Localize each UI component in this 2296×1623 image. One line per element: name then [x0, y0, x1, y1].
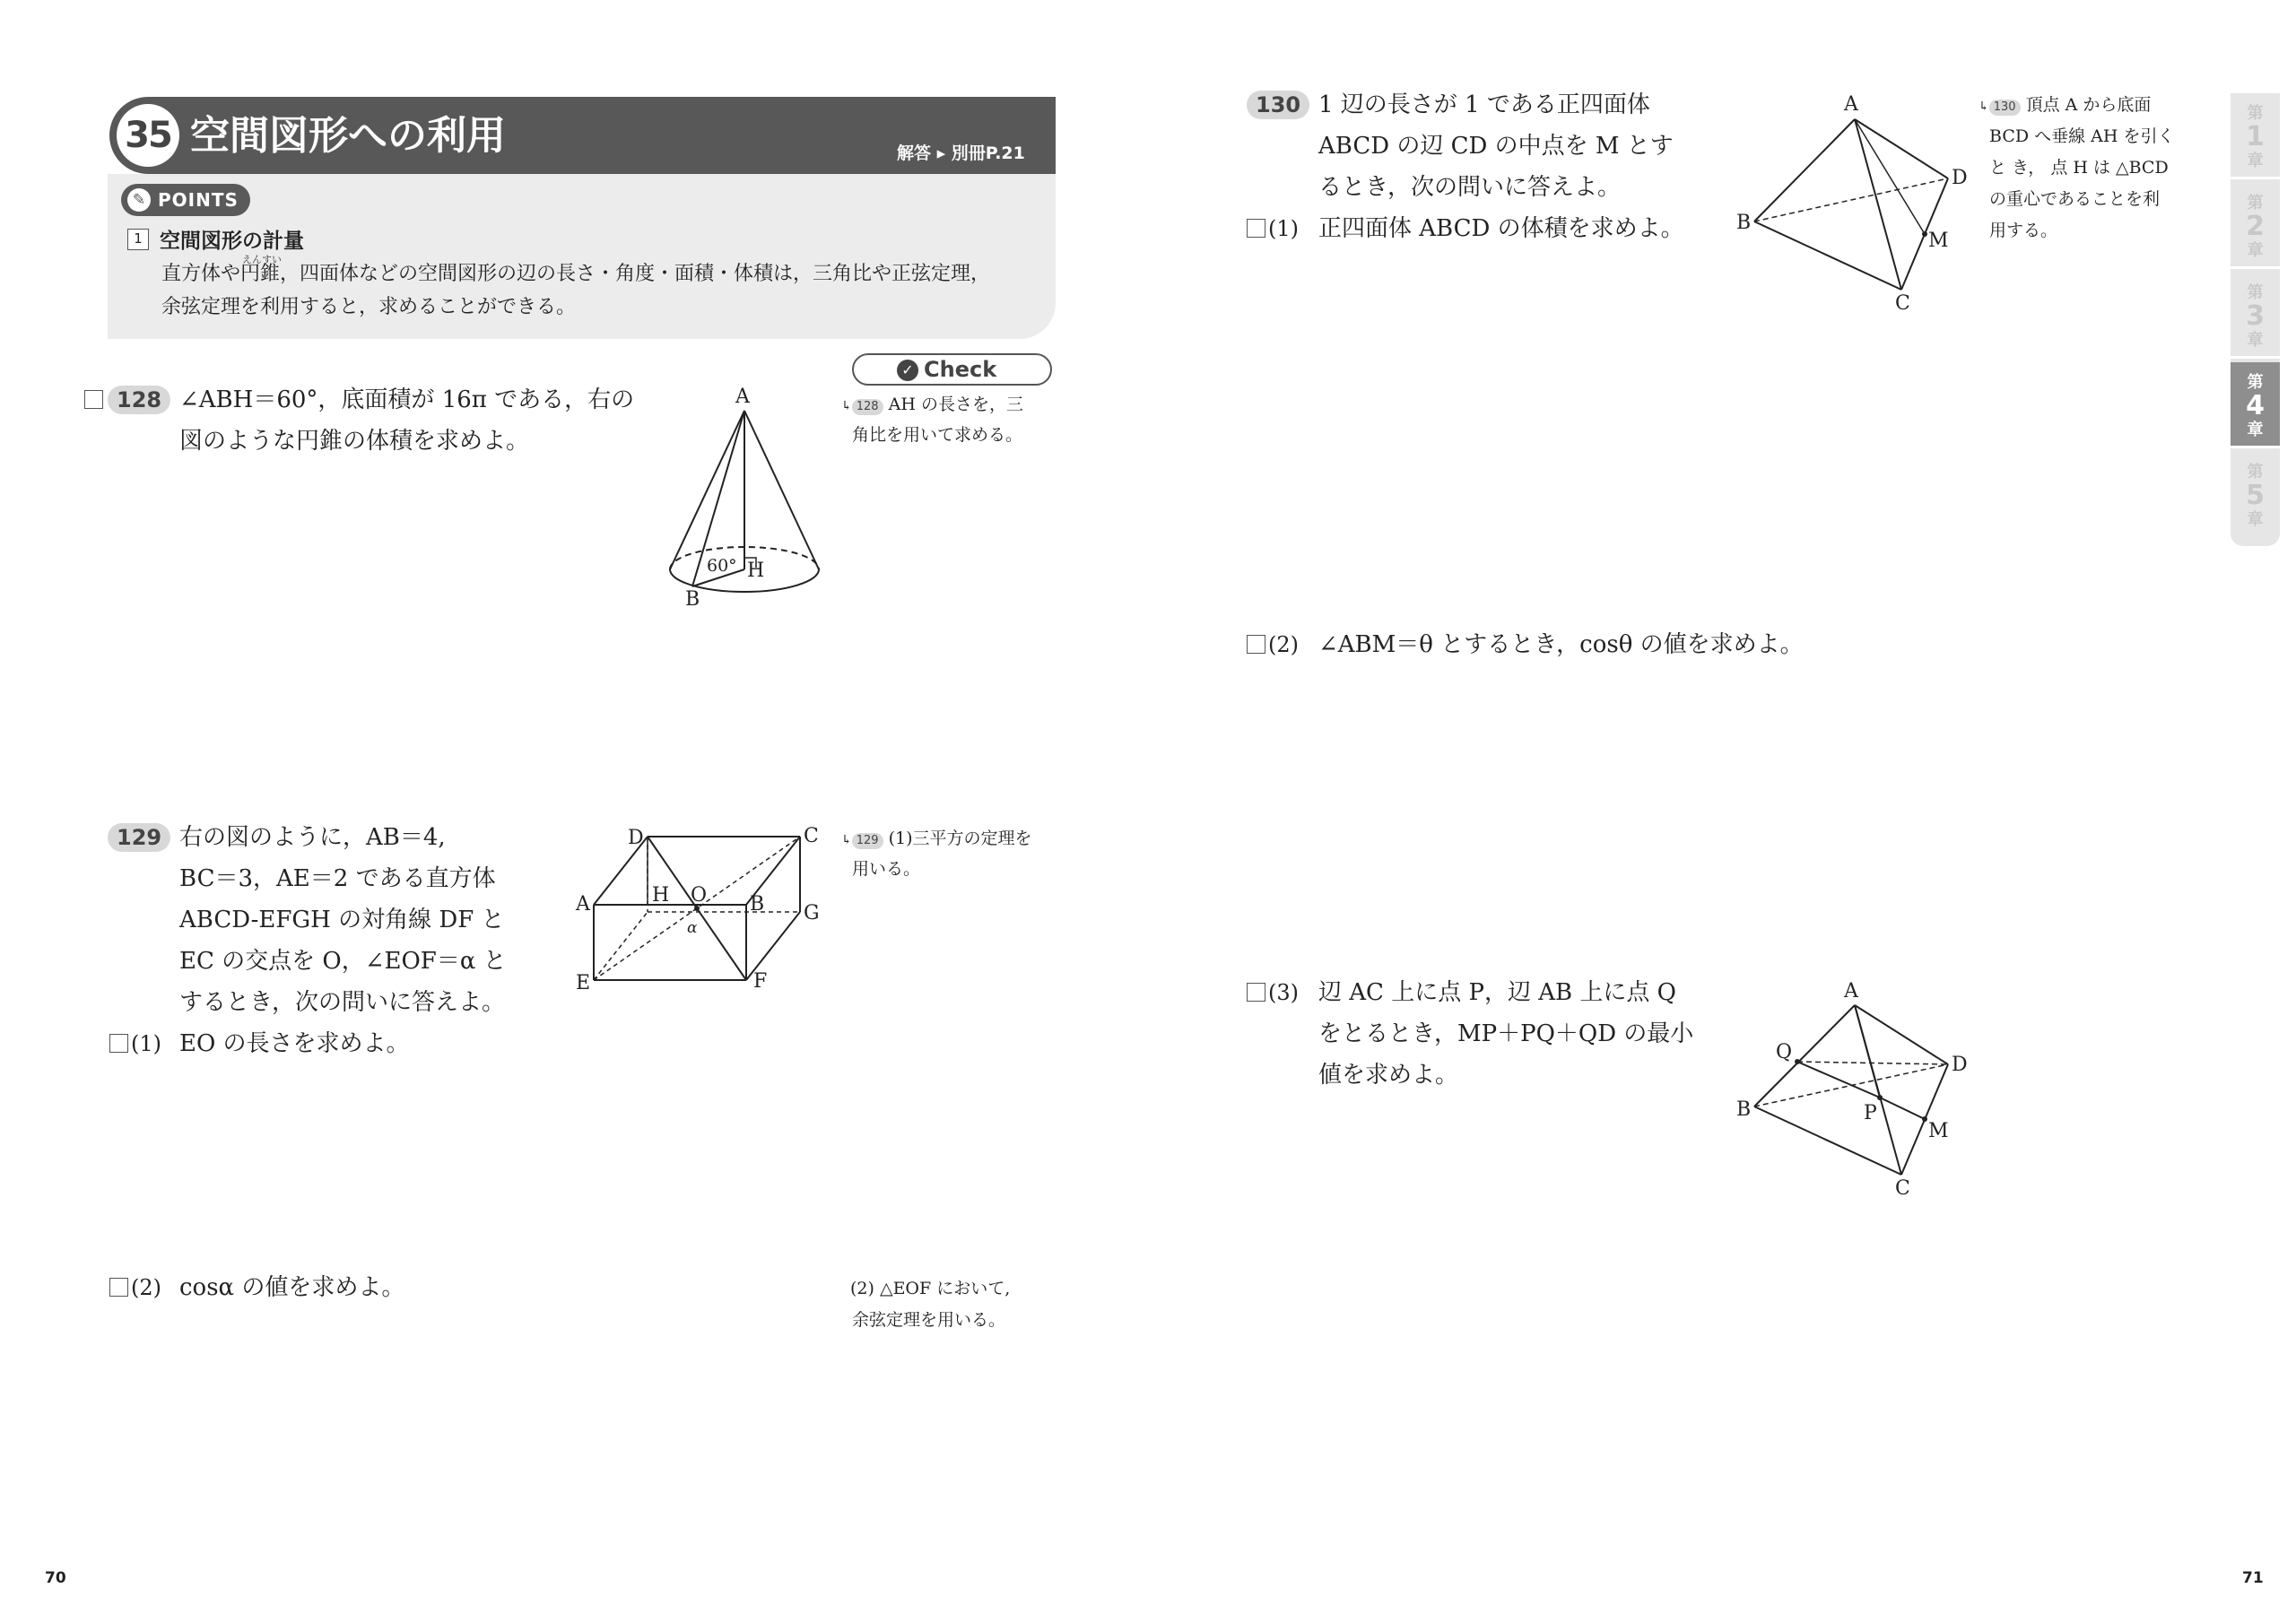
point-body-line1: 直方体や円錐，四面体などの空間図形の辺の長さ・角度・面積・体積は，三角比や正弦定理， — [161, 263, 991, 285]
cuboid-label-e: E — [576, 972, 591, 994]
ruby-reading: えんすい — [242, 254, 282, 265]
p130-q1-text: 正四面体 ABCD の体積を求めよ。 — [1318, 215, 1684, 242]
p130-q1-checkbox[interactable] — [1247, 219, 1265, 238]
cone-figure — [655, 381, 834, 614]
pencil-icon: ✎ — [127, 188, 151, 212]
p129-q2-checkbox[interactable] — [109, 1278, 128, 1297]
chapter-tab-2[interactable]: 第 2 章 — [2231, 183, 2280, 269]
p129-q1-number: (1) — [131, 1031, 161, 1056]
p130-hint-line2: BCD へ垂線 AH を引く — [1989, 126, 2175, 146]
chapter-tab-5[interactable]: 第 5 章 — [2246, 463, 2265, 529]
cone-label-h: H — [747, 560, 765, 582]
chapter-tab-3[interactable]: 第 3 章 — [2231, 273, 2280, 359]
tetrahedron-figure-1 — [1722, 85, 1968, 318]
section-title: 空間図形への利用 — [190, 113, 506, 159]
problem-number-129: 129 — [108, 823, 170, 852]
p129-hint2-line1: (2) △EOF において, — [850, 1279, 1011, 1298]
p130-q1-number: (1) — [1268, 216, 1299, 241]
p130-hint-line4: の重心であることを利 — [1989, 189, 2161, 209]
tetrahedron-figure-2 — [1722, 976, 1968, 1209]
tetra1-label-m: M — [1928, 230, 1949, 252]
p128-hint-line2: 角比を用いて求める。 — [852, 425, 1023, 445]
p128-hint-line1: ↳ 128 AH の長さを，三 — [841, 395, 1023, 414]
cuboid-label-alpha: α — [687, 919, 698, 937]
p130-hint-line3: と き， 点 H は △BCD — [1989, 158, 2169, 178]
chapter-tab-4[interactable]: 第 4 章 — [2231, 362, 2280, 448]
tetra1-label-a: A — [1844, 93, 1858, 116]
p130-line2: ABCD の辺 CD の中点を M とす — [1318, 133, 1674, 160]
tetra2-label-q: Q — [1776, 1041, 1793, 1063]
tetra2-label-d: D — [1952, 1054, 1968, 1076]
tetra1-label-d: D — [1952, 167, 1968, 189]
cone-angle-label: 60° — [707, 556, 737, 576]
p129-q2-text: cosα の値を求めよ。 — [179, 1274, 405, 1301]
cuboid-label-g: G — [804, 902, 820, 924]
p128-text-line2: 図のような円錐の体積を求めよ。 — [179, 428, 530, 455]
p128-hint-text1: AH の長さを，三 — [888, 395, 1023, 414]
points-label: POINTS — [158, 189, 239, 211]
cuboid-label-c: C — [804, 825, 819, 847]
p129-line2: BC＝3，AE＝2 である直方体 — [179, 865, 496, 892]
page-number-left: 70 — [45, 1569, 66, 1587]
problem-checkbox-128[interactable] — [84, 390, 103, 409]
p130-line1: 1 辺の長さが 1 である正四面体 — [1318, 91, 1650, 118]
check-label: Check — [924, 357, 997, 382]
p130-hint-line5: 用する。 — [1989, 221, 2058, 240]
p130-q3-number: (3) — [1268, 980, 1299, 1005]
cuboid-label-h: H — [652, 884, 670, 907]
p129-line5: するとき，次の問いに答えよ。 — [179, 989, 505, 1016]
p129-q2-number: (2) — [131, 1275, 161, 1300]
tetra1-label-c: C — [1895, 292, 1910, 315]
answer-reference: 解答 ▸ 別冊P.21 — [897, 143, 1025, 163]
p130-q2-checkbox[interactable] — [1247, 635, 1265, 654]
tetra2-label-b: B — [1736, 1098, 1752, 1121]
point-item-number: 1 — [127, 229, 149, 250]
cone-label-b: B — [685, 588, 700, 611]
p129-hint1-text1: (1)三平方の定理を — [888, 829, 1032, 848]
p128-hint-badge: 128 — [852, 399, 883, 415]
p129-line1: 右の図のように，AB＝4, — [179, 824, 446, 851]
cuboid-figure — [565, 820, 825, 1000]
p130-q2-number: (2) — [1268, 632, 1299, 657]
tetra2-label-p: P — [1864, 1102, 1877, 1124]
tetra2-label-c: C — [1895, 1177, 1910, 1200]
section-number: 35 — [117, 104, 179, 167]
p130-hint-line1: ↳ 130 頂点 A から底面 — [1979, 95, 2152, 115]
point-body-line2: 余弦定理を利用すると，求めることができる。 — [161, 296, 577, 318]
p130-line3: るとき，次の問いに答えよ。 — [1318, 174, 1621, 201]
p129-q1-text: EO の長さを求めよ。 — [179, 1030, 410, 1057]
page-number-right: 71 — [2242, 1569, 2264, 1587]
p129-q1-checkbox[interactable] — [109, 1034, 128, 1053]
tetra2-label-m: M — [1928, 1120, 1949, 1142]
cuboid-label-o: O — [691, 884, 708, 907]
p129-hint2-line2: 余弦定理を用いる。 — [852, 1310, 1006, 1330]
p130-q2-text: ∠ABM＝θ とするとき，cosθ の値を求めよ。 — [1318, 631, 1804, 658]
cone-label-a: A — [735, 386, 750, 408]
cuboid-label-d: D — [628, 827, 644, 849]
chapter-tab-1[interactable]: 第 1 章 — [2231, 93, 2280, 179]
chapter-tabs — [2231, 93, 2280, 546]
p129-hint1-line2: 用いる。 — [852, 859, 921, 879]
p129-hint-line1: ↳ 129 (1)三平方の定理を — [841, 829, 1032, 848]
p129-line3: ABCD-EFGH の対角線 DF と — [179, 907, 505, 933]
p130-hint-text1: 頂点 A から底面 — [2025, 95, 2152, 115]
tetra1-label-b: B — [1736, 212, 1752, 234]
p130-q3-line3: 値を求めよ。 — [1318, 1062, 1459, 1089]
problem-number-130: 130 — [1247, 91, 1309, 119]
cuboid-label-a: A — [576, 893, 590, 916]
p129-hint-badge: 129 — [852, 833, 883, 849]
p128-text-line1: ∠ABH＝60°，底面積が 16π である，右の — [179, 386, 635, 413]
p130-hint-badge: 130 — [1989, 100, 2021, 116]
cuboid-label-b: B — [750, 893, 765, 916]
checkmark-icon: ✓ — [897, 360, 918, 381]
point-heading: 空間図形の計量 — [160, 230, 304, 253]
tetra2-label-a: A — [1844, 980, 1858, 1002]
p130-q3-line2: をとるとき，MP＋PQ＋QD の最小 — [1318, 1020, 1694, 1047]
p130-q3-checkbox[interactable] — [1247, 983, 1265, 1002]
p130-q3-line1: 辺 AC 上に点 P，辺 AB 上に点 Q — [1318, 979, 1676, 1006]
cuboid-label-f: F — [753, 970, 768, 993]
p129-line4: EC の交点を O，∠EOF＝α と — [179, 948, 507, 975]
problem-number-128: 128 — [108, 386, 170, 414]
